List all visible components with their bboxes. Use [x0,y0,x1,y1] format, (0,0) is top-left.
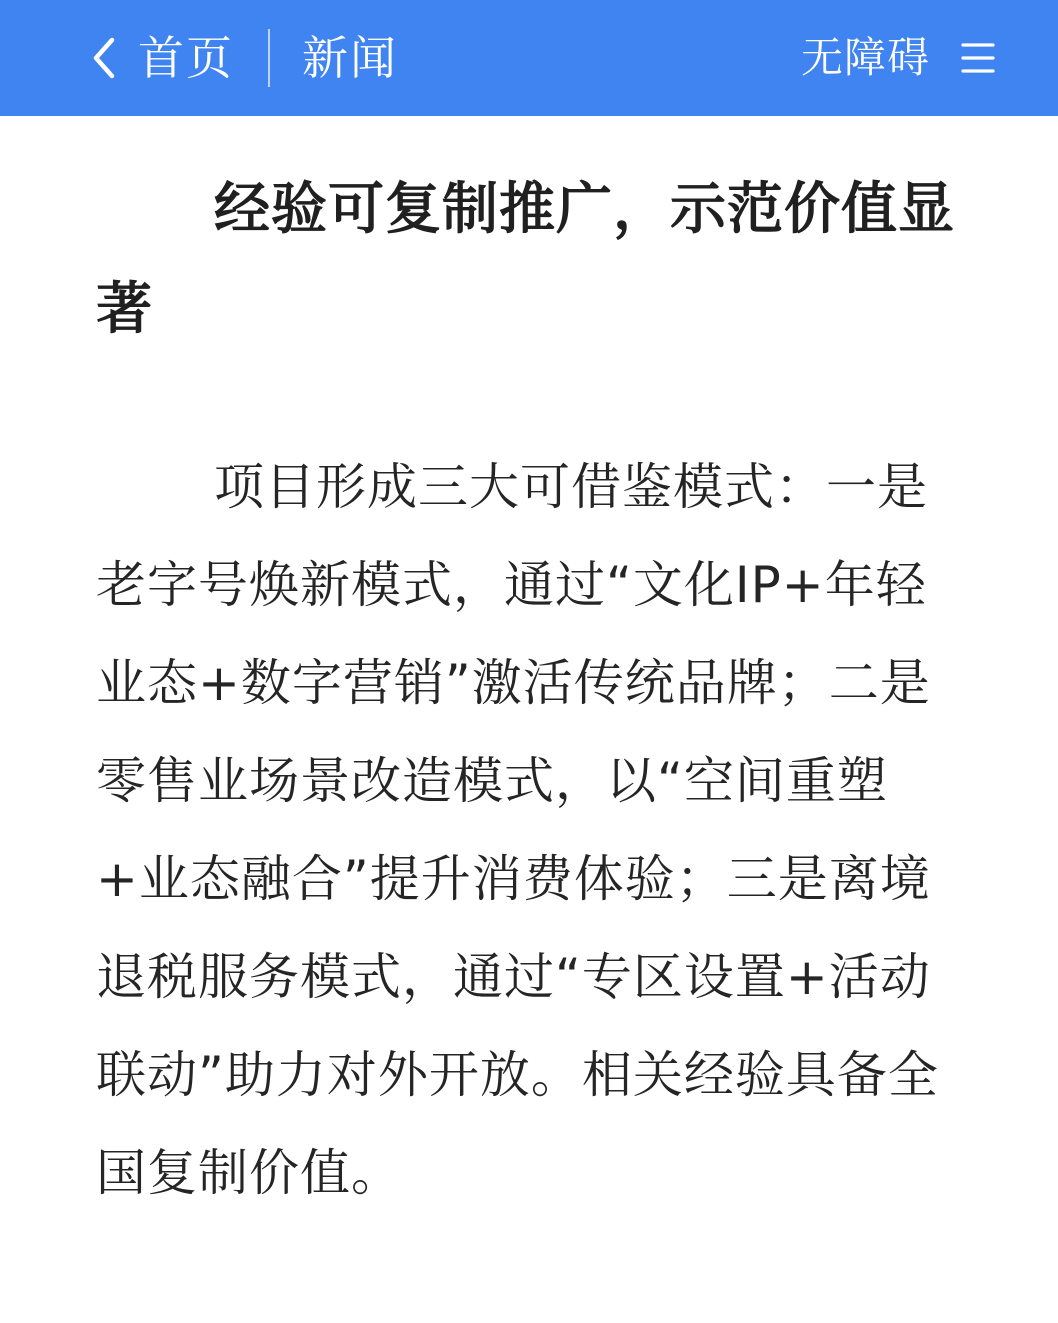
header-divider [268,29,270,87]
article-heading: 经验可复制推广，示范价值显著 [96,177,955,342]
home-label: 首页 [138,31,234,85]
chevron-left-icon [88,34,120,82]
top-navigation-bar [0,0,1058,116]
section-title: 新闻 [302,31,398,85]
menu-icon[interactable] [958,40,998,76]
back-to-home-button[interactable] [88,0,234,116]
accessibility-button[interactable]: 无障碍 [800,33,930,82]
article-paragraph: 项目形成三大可借鉴模式：一是老字号焕新模式，通过“文化IP+年轻业态+数字营销”激活传统品牌；二是零售业场景改造模式，以“空间重塑+业态融合”提升消费体验；三是离境退税服务模式，通过“专区设置+活动联动”助力对外开放。相关经验具备全国复制价值。 [96,458,939,1202]
article-content [96,160,956,1222]
